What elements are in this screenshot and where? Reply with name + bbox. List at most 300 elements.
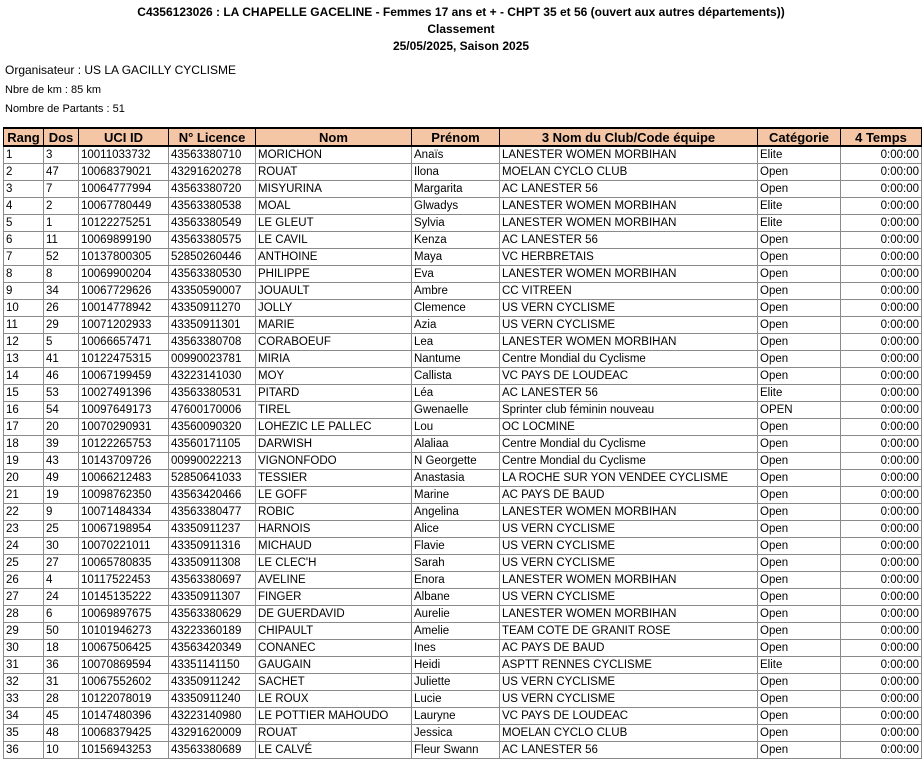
cell-club: Centre Mondial du Cyclisme	[500, 453, 758, 470]
cell-nom: MOAL	[256, 198, 412, 215]
cell-rang: 33	[4, 691, 44, 708]
cell-categorie: Open	[758, 538, 841, 555]
cell-nom: JOLLY	[256, 300, 412, 317]
cell-prenom: Ilona	[412, 164, 500, 181]
cell-categorie: Open	[758, 487, 841, 504]
cell-licence: 43563380575	[169, 232, 256, 249]
cell-prenom: Angelina	[412, 504, 500, 521]
cell-licence: 43350911242	[169, 674, 256, 691]
cell-categorie: Open	[758, 419, 841, 436]
cell-rang: 22	[4, 504, 44, 521]
cell-licence: 43563380538	[169, 198, 256, 215]
cell-prenom: Callista	[412, 368, 500, 385]
cell-temps: 0:00:00	[841, 742, 922, 759]
cell-nom: LE ROUX	[256, 691, 412, 708]
cell-uci-id: 10097649173	[79, 402, 169, 419]
cell-prenom: Amelie	[412, 623, 500, 640]
cell-categorie: Open	[758, 504, 841, 521]
cell-prenom: Gwenaelle	[412, 402, 500, 419]
column-header-dos: Dos	[44, 128, 79, 146]
cell-rang: 32	[4, 674, 44, 691]
cell-dos: 34	[44, 283, 79, 300]
cell-uci-id: 10068379021	[79, 164, 169, 181]
cell-club: Centre Mondial du Cyclisme	[500, 351, 758, 368]
column-header-uci-id: UCI ID	[79, 128, 169, 146]
cell-rang: 1	[4, 146, 44, 164]
cell-nom: MICHAUD	[256, 538, 412, 555]
cell-temps: 0:00:00	[841, 487, 922, 504]
table-row	[4, 521, 922, 538]
cell-prenom: Azia	[412, 317, 500, 334]
cell-nom: MARIE	[256, 317, 412, 334]
cell-uci-id: 10069900204	[79, 266, 169, 283]
table-row	[4, 538, 922, 555]
cell-dos: 25	[44, 521, 79, 538]
table-row	[4, 589, 922, 606]
cell-dos: 36	[44, 657, 79, 674]
cell-dos: 31	[44, 674, 79, 691]
cell-dos: 20	[44, 419, 79, 436]
cell-nom: TESSIER	[256, 470, 412, 487]
cell-licence: 43563380720	[169, 181, 256, 198]
cell-nom: MIRIA	[256, 351, 412, 368]
cell-licence: 43350911301	[169, 317, 256, 334]
cell-club: AC LANESTER 56	[500, 232, 758, 249]
cell-uci-id: 10070221011	[79, 538, 169, 555]
cell-dos: 3	[44, 146, 79, 164]
cell-club: US VERN CYCLISME	[500, 317, 758, 334]
column-header-temps: 4 Temps	[841, 128, 922, 146]
cell-temps: 0:00:00	[841, 146, 922, 164]
cell-licence: 43563380708	[169, 334, 256, 351]
cell-licence: 52850641033	[169, 470, 256, 487]
cell-temps: 0:00:00	[841, 470, 922, 487]
table-row	[4, 385, 922, 402]
cell-temps: 0:00:00	[841, 725, 922, 742]
cell-uci-id: 10071484334	[79, 504, 169, 521]
cell-club: AC PAYS DE BAUD	[500, 640, 758, 657]
cell-rang: 34	[4, 708, 44, 725]
cell-rang: 5	[4, 215, 44, 232]
cell-temps: 0:00:00	[841, 215, 922, 232]
cell-dos: 52	[44, 249, 79, 266]
table-row	[4, 470, 922, 487]
cell-nom: ROBIC	[256, 504, 412, 521]
table-row	[4, 351, 922, 368]
cell-rang: 21	[4, 487, 44, 504]
cell-nom: ANTHOINE	[256, 249, 412, 266]
cell-dos: 54	[44, 402, 79, 419]
starters-count: Nombre de Partants : 51	[5, 103, 125, 115]
cell-rang: 13	[4, 351, 44, 368]
cell-uci-id: 10067198954	[79, 521, 169, 538]
cell-temps: 0:00:00	[841, 674, 922, 691]
cell-prenom: Alice	[412, 521, 500, 538]
cell-licence: 43350911237	[169, 521, 256, 538]
cell-temps: 0:00:00	[841, 521, 922, 538]
cell-licence: 47600170006	[169, 402, 256, 419]
cell-dos: 9	[44, 504, 79, 521]
cell-prenom: Nantume	[412, 351, 500, 368]
cell-dos: 47	[44, 164, 79, 181]
cell-club: VC PAYS DE LOUDEAC	[500, 368, 758, 385]
cell-prenom: Anaïs	[412, 146, 500, 164]
table-row	[4, 555, 922, 572]
table-row	[4, 708, 922, 725]
cell-categorie: Open	[758, 606, 841, 623]
cell-categorie: Open	[758, 521, 841, 538]
cell-prenom: Marine	[412, 487, 500, 504]
cell-rang: 19	[4, 453, 44, 470]
cell-licence: 43350911308	[169, 555, 256, 572]
cell-prenom: Lou	[412, 419, 500, 436]
column-header-club: 3 Nom du Club/Code équipe	[500, 128, 758, 146]
cell-temps: 0:00:00	[841, 300, 922, 317]
table-row	[4, 436, 922, 453]
cell-uci-id: 10101946273	[79, 623, 169, 640]
cell-categorie: Open	[758, 453, 841, 470]
cell-rang: 35	[4, 725, 44, 742]
cell-uci-id: 10064777994	[79, 181, 169, 198]
table-row	[4, 232, 922, 249]
table-row	[4, 334, 922, 351]
cell-categorie: OPEN	[758, 402, 841, 419]
cell-dos: 49	[44, 470, 79, 487]
cell-prenom: Flavie	[412, 538, 500, 555]
cell-uci-id: 10067729626	[79, 283, 169, 300]
cell-temps: 0:00:00	[841, 198, 922, 215]
cell-nom: JOUAULT	[256, 283, 412, 300]
cell-prenom: Heidi	[412, 657, 500, 674]
cell-temps: 0:00:00	[841, 232, 922, 249]
cell-uci-id: 10156943253	[79, 742, 169, 759]
cell-temps: 0:00:00	[841, 181, 922, 198]
cell-uci-id: 10068379425	[79, 725, 169, 742]
cell-rang: 3	[4, 181, 44, 198]
cell-uci-id: 10067552602	[79, 674, 169, 691]
table-row	[4, 283, 922, 300]
cell-prenom: Sarah	[412, 555, 500, 572]
cell-club: LANESTER WOMEN MORBIHAN	[500, 334, 758, 351]
cell-licence: 43563380530	[169, 266, 256, 283]
cell-rang: 18	[4, 436, 44, 453]
cell-licence: 43223140980	[169, 708, 256, 725]
cell-temps: 0:00:00	[841, 708, 922, 725]
cell-club: US VERN CYCLISME	[500, 674, 758, 691]
cell-licence: 43563380629	[169, 606, 256, 623]
cell-nom: LE CLEC'H	[256, 555, 412, 572]
cell-temps: 0:00:00	[841, 334, 922, 351]
cell-uci-id: 10069899190	[79, 232, 169, 249]
cell-rang: 27	[4, 589, 44, 606]
cell-categorie: Open	[758, 266, 841, 283]
cell-uci-id: 10067506425	[79, 640, 169, 657]
cell-temps: 0:00:00	[841, 419, 922, 436]
cell-uci-id: 10014778942	[79, 300, 169, 317]
cell-dos: 27	[44, 555, 79, 572]
cell-uci-id: 10011033732	[79, 146, 169, 164]
cell-club: TEAM COTE DE GRANIT ROSE	[500, 623, 758, 640]
cell-categorie: Open	[758, 300, 841, 317]
column-header-nom: Nom	[256, 128, 412, 146]
cell-categorie: Open	[758, 589, 841, 606]
cell-categorie: Elite	[758, 215, 841, 232]
cell-temps: 0:00:00	[841, 453, 922, 470]
cell-rang: 30	[4, 640, 44, 657]
cell-rang: 9	[4, 283, 44, 300]
cell-categorie: Open	[758, 640, 841, 657]
cell-dos: 46	[44, 368, 79, 385]
cell-uci-id: 10143709726	[79, 453, 169, 470]
cell-club: AC LANESTER 56	[500, 181, 758, 198]
cell-dos: 7	[44, 181, 79, 198]
cell-uci-id: 10027491396	[79, 385, 169, 402]
cell-licence: 00990022213	[169, 453, 256, 470]
cell-rang: 25	[4, 555, 44, 572]
cell-temps: 0:00:00	[841, 640, 922, 657]
cell-categorie: Open	[758, 283, 841, 300]
cell-prenom: Léa	[412, 385, 500, 402]
cell-temps: 0:00:00	[841, 572, 922, 589]
cell-nom: VIGNONFODO	[256, 453, 412, 470]
cell-licence: 43563380697	[169, 572, 256, 589]
cell-dos: 26	[44, 300, 79, 317]
cell-categorie: Open	[758, 572, 841, 589]
cell-categorie: Open	[758, 232, 841, 249]
cell-categorie: Open	[758, 351, 841, 368]
cell-prenom: Aurelie	[412, 606, 500, 623]
report-header	[0, 0, 922, 55]
cell-club: VC HERBRETAIS	[500, 249, 758, 266]
cell-uci-id: 10066212483	[79, 470, 169, 487]
cell-licence: 43563380710	[169, 146, 256, 164]
cell-club: LANESTER WOMEN MORBIHAN	[500, 504, 758, 521]
cell-nom: DARWISH	[256, 436, 412, 453]
cell-categorie: Elite	[758, 385, 841, 402]
cell-nom: HARNOIS	[256, 521, 412, 538]
cell-uci-id: 10122265753	[79, 436, 169, 453]
cell-rang: 11	[4, 317, 44, 334]
cell-dos: 6	[44, 606, 79, 623]
table-row	[4, 674, 922, 691]
table-row	[4, 181, 922, 198]
cell-club: LA ROCHE SUR YON VENDEE CYCLISME	[500, 470, 758, 487]
cell-prenom: N Georgette	[412, 453, 500, 470]
cell-nom: MISYURINA	[256, 181, 412, 198]
cell-licence: 43350590007	[169, 283, 256, 300]
cell-dos: 50	[44, 623, 79, 640]
cell-licence: 43291620009	[169, 725, 256, 742]
cell-dos: 4	[44, 572, 79, 589]
cell-prenom: Juliette	[412, 674, 500, 691]
table-row	[4, 657, 922, 674]
cell-licence: 43223141030	[169, 368, 256, 385]
cell-club: LANESTER WOMEN MORBIHAN	[500, 198, 758, 215]
table-row	[4, 198, 922, 215]
cell-uci-id: 10065780835	[79, 555, 169, 572]
cell-dos: 30	[44, 538, 79, 555]
cell-club: LANESTER WOMEN MORBIHAN	[500, 572, 758, 589]
cell-dos: 2	[44, 198, 79, 215]
cell-club: Centre Mondial du Cyclisme	[500, 436, 758, 453]
cell-temps: 0:00:00	[841, 368, 922, 385]
cell-prenom: Anastasia	[412, 470, 500, 487]
cell-rang: 8	[4, 266, 44, 283]
cell-rang: 6	[4, 232, 44, 249]
cell-rang: 15	[4, 385, 44, 402]
cell-rang: 10	[4, 300, 44, 317]
cell-rang: 20	[4, 470, 44, 487]
cell-categorie: Open	[758, 334, 841, 351]
cell-dos: 10	[44, 742, 79, 759]
table-row	[4, 487, 922, 504]
cell-categorie: Open	[758, 181, 841, 198]
cell-club: LANESTER WOMEN MORBIHAN	[500, 146, 758, 164]
cell-nom: LOHEZIC LE PALLEC	[256, 419, 412, 436]
table-row	[4, 402, 922, 419]
cell-prenom: Kenza	[412, 232, 500, 249]
cell-temps: 0:00:00	[841, 436, 922, 453]
cell-temps: 0:00:00	[841, 623, 922, 640]
cell-nom: TIREL	[256, 402, 412, 419]
table-row	[4, 504, 922, 521]
cell-prenom: Ines	[412, 640, 500, 657]
cell-temps: 0:00:00	[841, 606, 922, 623]
cell-uci-id: 10066657471	[79, 334, 169, 351]
cell-categorie: Open	[758, 742, 841, 759]
table-row	[4, 623, 922, 640]
cell-licence: 43350911270	[169, 300, 256, 317]
cell-nom: MORICHON	[256, 146, 412, 164]
table-row	[4, 453, 922, 470]
cell-uci-id: 10137800305	[79, 249, 169, 266]
cell-uci-id: 10070869594	[79, 657, 169, 674]
cell-prenom: Lucie	[412, 691, 500, 708]
column-header-categorie: Catégorie	[758, 128, 841, 146]
cell-prenom: Ambre	[412, 283, 500, 300]
cell-club: LANESTER WOMEN MORBIHAN	[500, 606, 758, 623]
cell-prenom: Albane	[412, 589, 500, 606]
cell-nom: ROUAT	[256, 164, 412, 181]
race-title: C4356123026 : LA CHAPELLE GACELINE - Femmes 17 ans et + - CHPT 35 et 56 (ouvert aux autres départements))	[137, 5, 785, 19]
cell-uci-id: 10071202933	[79, 317, 169, 334]
table-row	[4, 725, 922, 742]
cell-prenom: Jessica	[412, 725, 500, 742]
cell-club: US VERN CYCLISME	[500, 589, 758, 606]
cell-licence: 43563420466	[169, 487, 256, 504]
cell-categorie: Open	[758, 623, 841, 640]
cell-categorie: Open	[758, 249, 841, 266]
cell-prenom: Lauryne	[412, 708, 500, 725]
cell-prenom: Maya	[412, 249, 500, 266]
cell-categorie: Open	[758, 470, 841, 487]
cell-prenom: Fleur Swann	[412, 742, 500, 759]
cell-temps: 0:00:00	[841, 385, 922, 402]
cell-club: AC LANESTER 56	[500, 385, 758, 402]
cell-licence: 43560171105	[169, 436, 256, 453]
cell-nom: CONANEC	[256, 640, 412, 657]
cell-nom: SACHET	[256, 674, 412, 691]
cell-uci-id: 10069897675	[79, 606, 169, 623]
cell-club: MOELAN CYCLO CLUB	[500, 725, 758, 742]
cell-categorie: Open	[758, 708, 841, 725]
cell-temps: 0:00:00	[841, 504, 922, 521]
cell-licence: 52850260446	[169, 249, 256, 266]
cell-temps: 0:00:00	[841, 351, 922, 368]
table-row	[4, 164, 922, 181]
cell-prenom: Eva	[412, 266, 500, 283]
cell-categorie: Open	[758, 555, 841, 572]
cell-temps: 0:00:00	[841, 555, 922, 572]
table-header-row	[4, 128, 922, 146]
cell-rang: 12	[4, 334, 44, 351]
cell-uci-id: 10117522453	[79, 572, 169, 589]
race-date: 25/05/2025, Saison 2025	[392, 39, 530, 53]
cell-uci-id: 10122475315	[79, 351, 169, 368]
cell-categorie: Open	[758, 436, 841, 453]
cell-club: OC LOCMINE	[500, 419, 758, 436]
cell-licence: 43350911307	[169, 589, 256, 606]
cell-club: VC PAYS DE LOUDEAC	[500, 708, 758, 725]
cell-temps: 0:00:00	[841, 249, 922, 266]
cell-dos: 8	[44, 266, 79, 283]
table-row	[4, 249, 922, 266]
report-subtitle: Classement	[427, 22, 495, 36]
table-row	[4, 419, 922, 436]
cell-licence: 00990023781	[169, 351, 256, 368]
cell-club: AC LANESTER 56	[500, 742, 758, 759]
cell-categorie: Open	[758, 164, 841, 181]
table-row	[4, 215, 922, 232]
cell-categorie: Elite	[758, 198, 841, 215]
cell-rang: 17	[4, 419, 44, 436]
cell-dos: 45	[44, 708, 79, 725]
table-row	[4, 742, 922, 759]
table-row	[4, 640, 922, 657]
cell-nom: LE GLEUT	[256, 215, 412, 232]
table-row	[4, 368, 922, 385]
cell-nom: AVELINE	[256, 572, 412, 589]
cell-temps: 0:00:00	[841, 691, 922, 708]
cell-nom: LE CALVÉ	[256, 742, 412, 759]
cell-nom: LE POTTIER MAHOUDO	[256, 708, 412, 725]
cell-licence: 43563420349	[169, 640, 256, 657]
column-header-licence: N° Licence	[169, 128, 256, 146]
table-row	[4, 572, 922, 589]
cell-dos: 29	[44, 317, 79, 334]
cell-dos: 39	[44, 436, 79, 453]
cell-categorie: Open	[758, 691, 841, 708]
cell-dos: 48	[44, 725, 79, 742]
cell-nom: ROUAT	[256, 725, 412, 742]
table-row	[4, 300, 922, 317]
cell-nom: PITARD	[256, 385, 412, 402]
cell-rang: 31	[4, 657, 44, 674]
cell-rang: 26	[4, 572, 44, 589]
table-row	[4, 146, 922, 164]
cell-rang: 7	[4, 249, 44, 266]
cell-temps: 0:00:00	[841, 266, 922, 283]
cell-dos: 18	[44, 640, 79, 657]
cell-nom: FINGER	[256, 589, 412, 606]
cell-licence: 43223360189	[169, 623, 256, 640]
cell-dos: 43	[44, 453, 79, 470]
cell-nom: CHIPAULT	[256, 623, 412, 640]
cell-licence: 43560090320	[169, 419, 256, 436]
cell-club: US VERN CYCLISME	[500, 300, 758, 317]
cell-dos: 41	[44, 351, 79, 368]
cell-club: US VERN CYCLISME	[500, 555, 758, 572]
